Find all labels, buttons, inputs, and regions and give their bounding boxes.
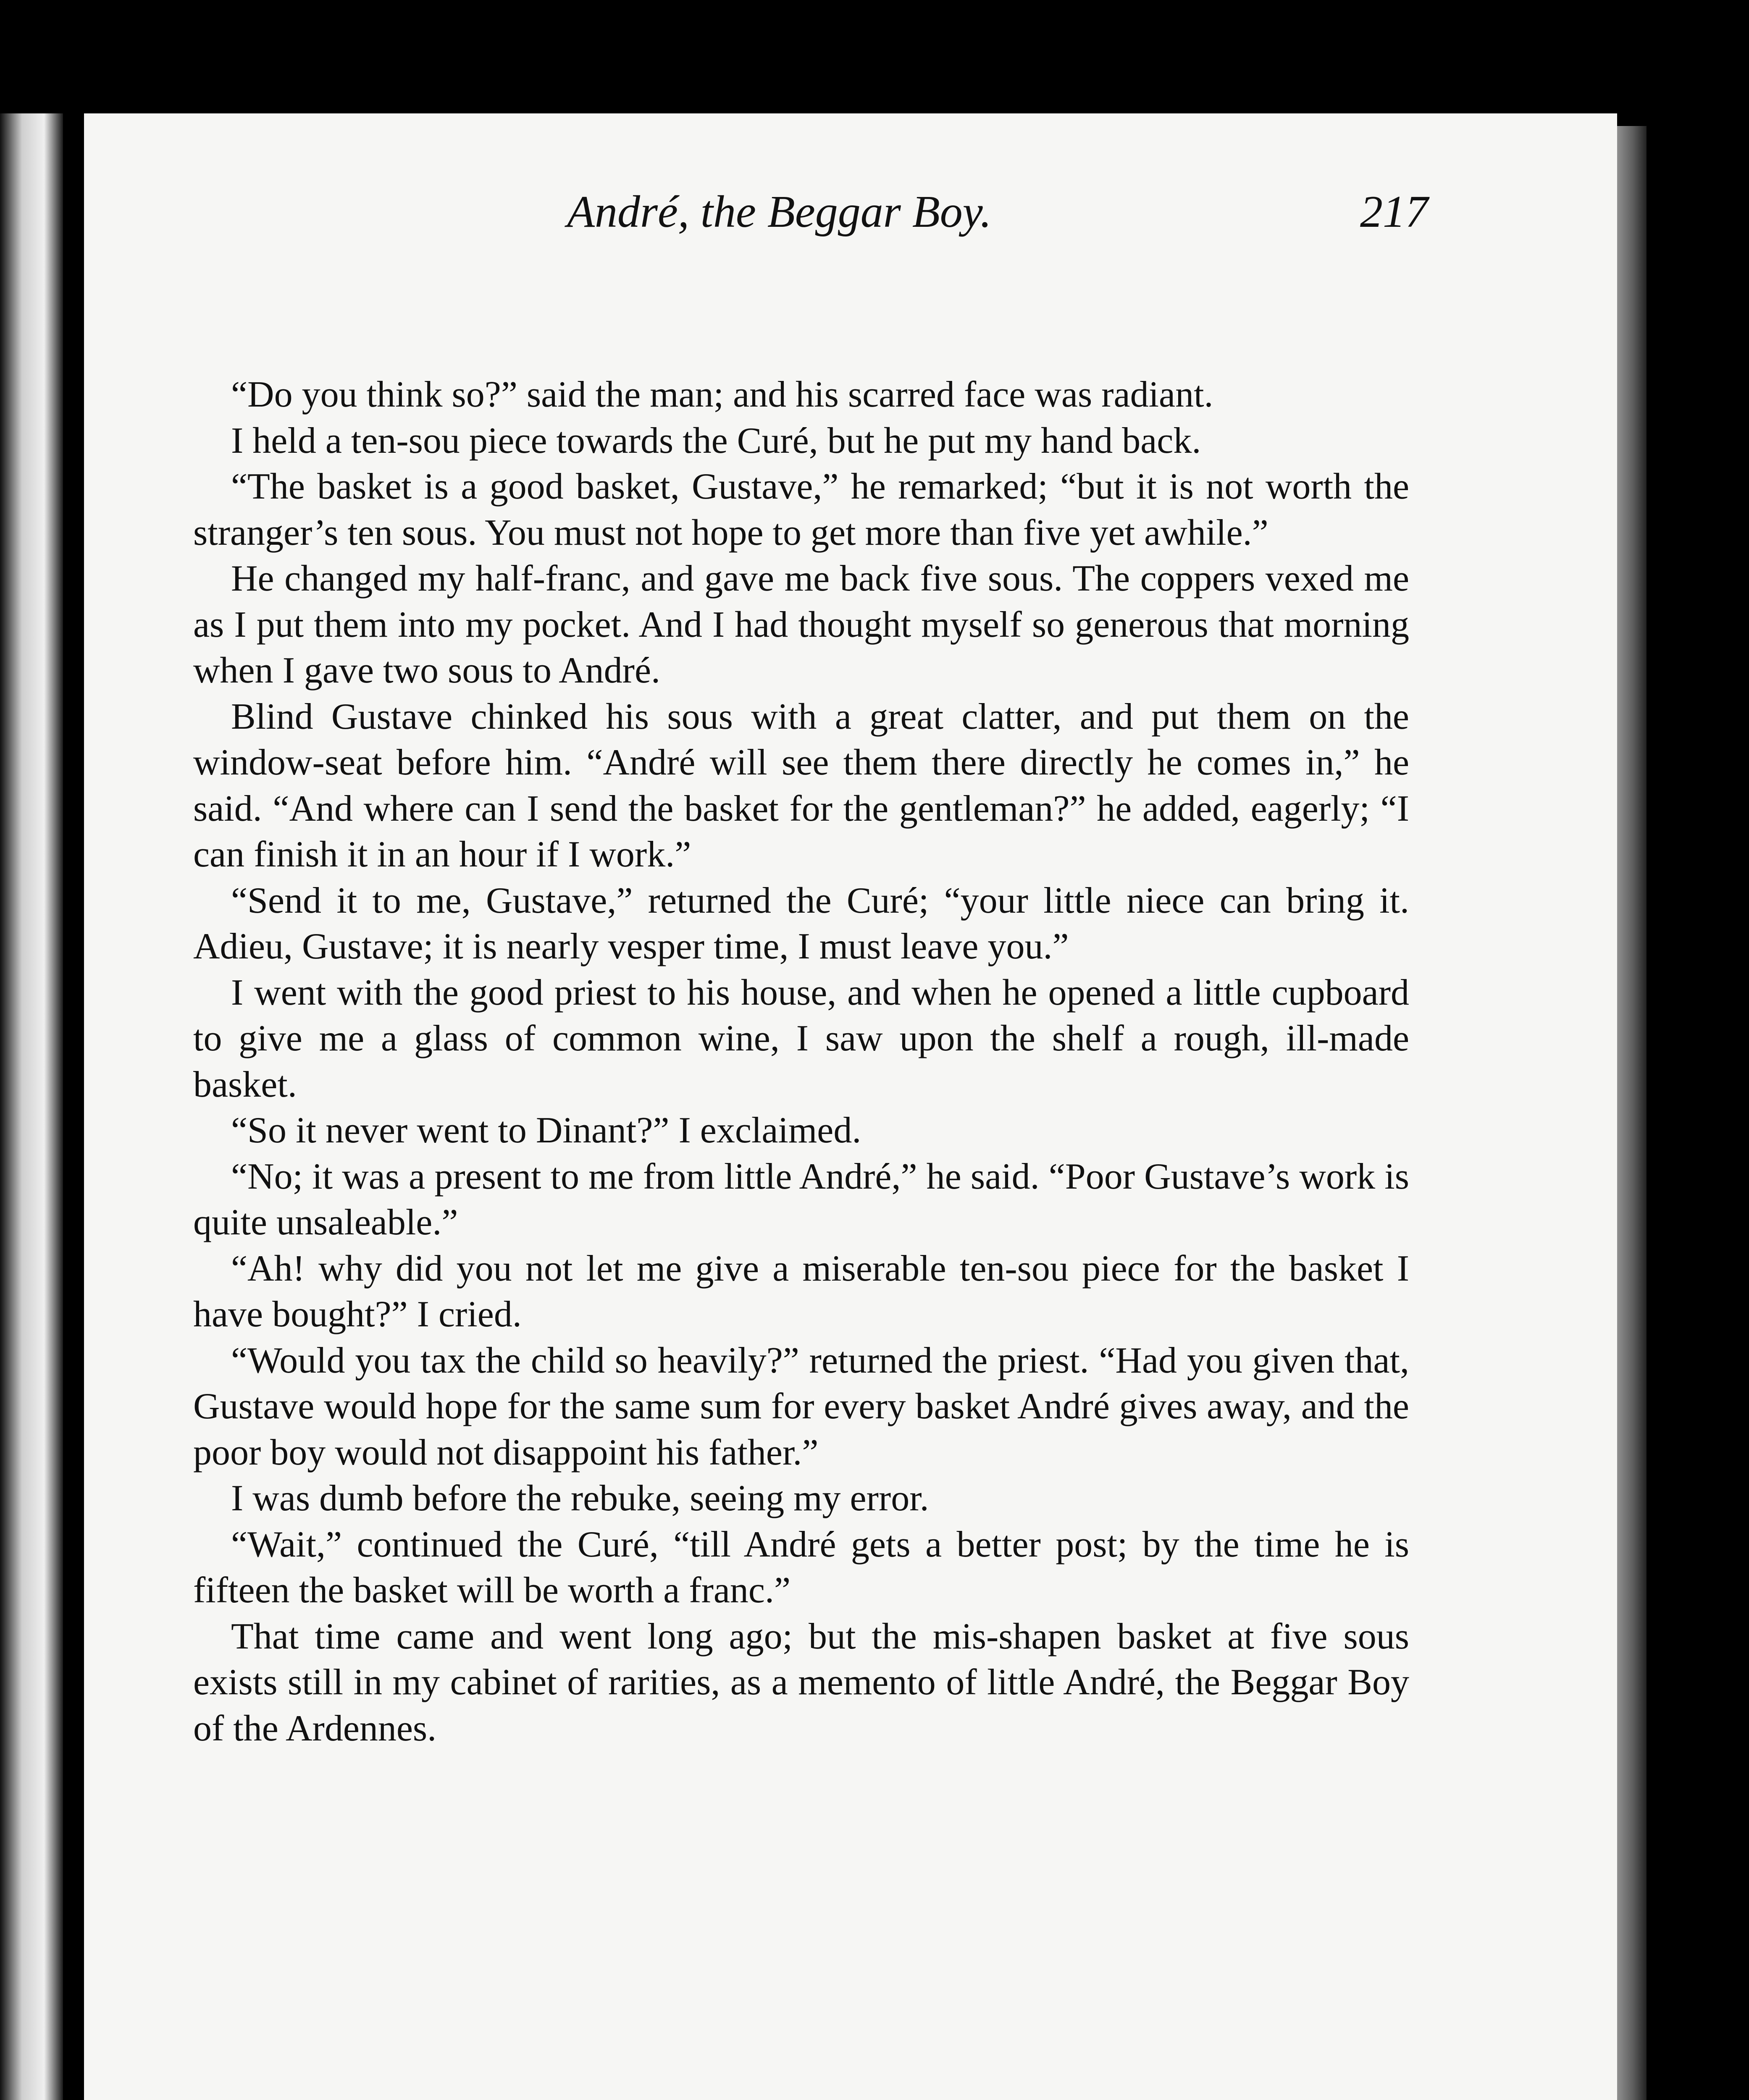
paragraph: I was dumb before the rebuke, seeing my error.	[231, 1478, 929, 1519]
paragraph: “Wait,” continued the Curé, “till André gets a better post; by the time he is fifteen the basket will be worth a franc.”	[193, 1524, 1409, 1611]
paragraph: “The basket is a good basket, Gustave,” he remarked; “but it is not worth the stranger’s ten sous. You must not hope to get more than five yet awhile.”	[193, 466, 1409, 553]
paragraph: That time came and went long ago; but the mis-shapen basket at five sous exists still in my cabinet of rarities, as a memento of little André, the Beggar Boy of the Ardennes.	[193, 1616, 1409, 1749]
running-title: André, the Beggar Boy.	[567, 187, 992, 237]
paragraph: He changed my half-franc, and gave me back five sous. The coppers vexed me as I put them into my pocket. And I had thought myself so generous that morning when I gave two sous to André.	[193, 558, 1409, 691]
paragraph: I held a ten-sou piece towards the Curé, but he put my hand back.	[231, 420, 1201, 461]
paragraph: “No; it was a present to me from little André,” he said. “Poor Gustave’s work is quite unsaleable.”	[193, 1156, 1409, 1243]
paragraph: “Would you tax the child so heavily?” returned the priest. “Had you given that, Gustave would hope for the same sum for every basket André gives away, and the poor boy would not disappoint his father.”	[193, 1340, 1409, 1473]
paragraph: “Send it to me, Gustave,” returned the Curé; “your little niece can bring it. Adieu, Gustave; it is nearly vesper time, I must leave you.”	[193, 880, 1409, 967]
paragraph: “So it never went to Dinant?” I exclaimed.	[231, 1110, 861, 1151]
paragraph: Blind Gustave chinked his sous with a great clatter, and put them on the window-seat before him. “André will see them there directly he comes in,” he said. “And where can I send the basket for the gentleman?” he added, eagerly; “I can finish it in an hour if I work.”	[193, 696, 1409, 875]
page-number: 217	[1360, 187, 1428, 237]
running-header	[496, 176, 1428, 248]
paragraph: “Do you think so?” said the man; and his scarred face was radiant.	[231, 374, 1213, 415]
paragraph: I went with the good priest to his house, and when he opened a little cupboard to give me a glass of common wine, I saw upon the shelf a rough, ill-made basket.	[193, 972, 1409, 1105]
body-text	[193, 372, 1409, 1751]
previous-page-edge	[0, 113, 63, 2100]
paragraph: “Ah! why did you not let me give a miserable ten-sou piece for the basket I have bought?” I cried.	[193, 1248, 1409, 1335]
